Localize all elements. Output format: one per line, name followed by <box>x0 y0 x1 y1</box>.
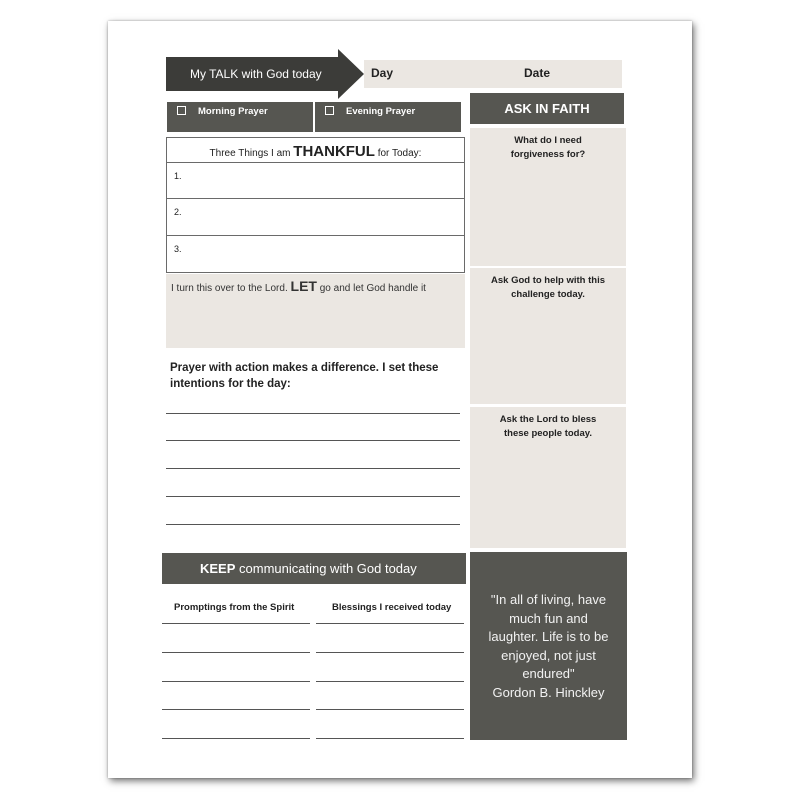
prompting-line[interactable] <box>162 652 310 653</box>
challenge-panel <box>470 268 626 404</box>
intention-line[interactable] <box>166 524 460 525</box>
arrow-tip-icon <box>338 49 364 99</box>
let-go-prefix: I turn this over to the Lord. <box>171 283 291 294</box>
thankful-suffix: for Today: <box>374 148 422 159</box>
ask-in-faith-header: ASK IN FAITH <box>470 93 624 124</box>
thankful-item-3[interactable]: 3. <box>166 235 465 273</box>
checkbox-icon <box>177 106 186 115</box>
thankful-prefix: Three Things I am <box>209 148 294 159</box>
promptings-heading: Promptings from the Spirit <box>174 602 295 613</box>
morning-prayer-box <box>167 102 313 132</box>
challenge-prompt: Ask God to help with this challenge today. <box>491 275 605 300</box>
blessing-line[interactable] <box>316 652 464 653</box>
intention-line[interactable] <box>166 413 460 414</box>
evening-prayer-label: Evening Prayer <box>346 106 416 117</box>
thankful-title <box>166 143 465 160</box>
intention-line[interactable] <box>166 440 460 441</box>
blessing-line[interactable] <box>316 709 464 710</box>
thankful-emphasis: THANKFUL <box>293 143 375 160</box>
prompting-line[interactable] <box>162 681 310 682</box>
prompting-line[interactable] <box>162 709 310 710</box>
keep-communicating-header <box>162 553 466 584</box>
intention-line[interactable] <box>166 468 460 469</box>
prompting-line[interactable] <box>162 738 310 739</box>
let-go-suffix: go and let God handle it <box>316 283 426 294</box>
let-go-box <box>166 274 465 348</box>
quote-box <box>470 552 627 740</box>
blessing-line[interactable] <box>316 623 464 624</box>
quote-author: Gordon B. Hinckley <box>492 684 605 700</box>
day-date-field <box>364 60 622 88</box>
bless-people-prompt: Ask the Lord to bless these people today. <box>499 414 597 439</box>
quote-text: "In all of living, have much fun and laughter. Life is to be enjoyed, not just endured" <box>488 592 609 681</box>
thankful-item-1[interactable]: 1. <box>166 162 465 198</box>
date-label: Date <box>524 66 551 80</box>
title-banner: My TALK with God today <box>166 57 338 91</box>
evening-prayer-box <box>315 102 461 132</box>
intention-line[interactable] <box>166 496 460 497</box>
forgiveness-prompt: What do I need forgiveness for? <box>510 135 586 160</box>
intentions-text: Prayer with action makes a difference. I set these intentions for the day: <box>170 362 439 390</box>
blessing-line[interactable] <box>316 681 464 682</box>
thankful-item-2[interactable]: 2. <box>166 198 465 235</box>
forgiveness-panel <box>470 128 626 266</box>
prompting-line[interactable] <box>162 623 310 624</box>
morning-prayer-label: Morning Prayer <box>198 106 268 117</box>
keep-rest: communicating with God today <box>235 561 417 576</box>
checkbox-icon <box>325 106 334 115</box>
bless-people-panel <box>470 407 626 548</box>
keep-emphasis: KEEP <box>200 561 236 576</box>
let-go-emphasis: LET <box>290 278 317 294</box>
blessings-heading: Blessings I received today <box>332 602 452 613</box>
day-label: Day <box>371 66 394 80</box>
blessing-line[interactable] <box>316 738 464 739</box>
